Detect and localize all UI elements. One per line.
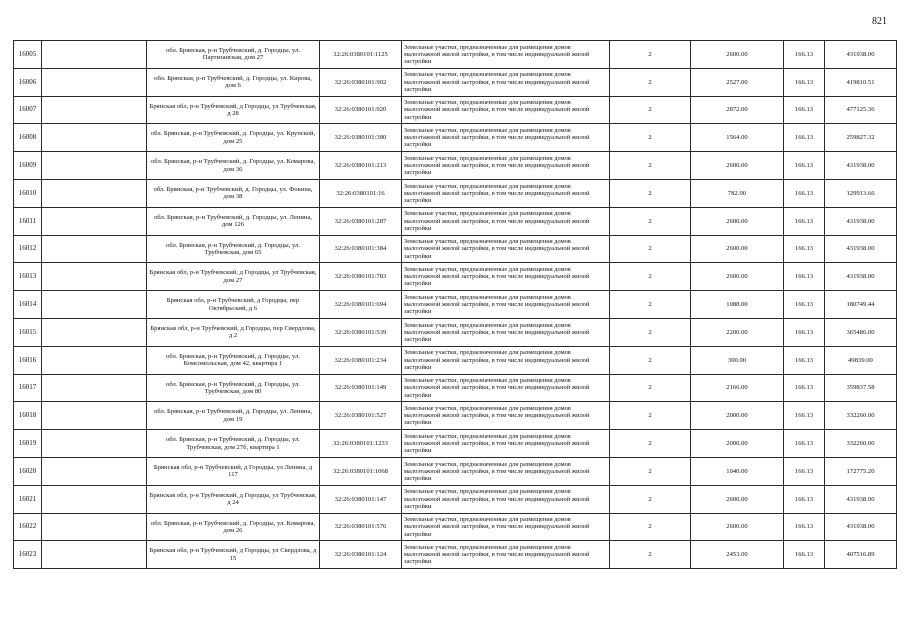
- cell-cadastral-value: 172775.20: [825, 457, 897, 485]
- cell-specific-value: 166.13: [784, 374, 825, 402]
- cell-area: 2600.00: [691, 152, 784, 180]
- cell-row-number: 16020: [14, 457, 42, 485]
- cell-area: 2166.00: [691, 374, 784, 402]
- cell-area: 2453.00: [691, 541, 784, 569]
- cell-spacer: [42, 318, 147, 346]
- table-row: [14, 430, 897, 458]
- cell-address: обл. Брянская, р-н Трубчевский, д. Городцы, ул. Кирова, дом 6: [147, 68, 320, 96]
- cell-cadastral-number: 32:26:0380101:527: [320, 402, 402, 430]
- cell-specific-value: 166.13: [784, 430, 825, 458]
- cell-land-purpose: Земельные участки, предназначенные для размещения домов малоэтажной жилой застройки, в том числе индивидуальной жилой застройки: [402, 263, 610, 291]
- cell-group: 2: [610, 513, 691, 541]
- cell-land-purpose: Земельные участки, предназначенные для размещения домов малоэтажной жилой застройки, в том числе индивидуальной жилой застройки: [402, 235, 610, 263]
- cell-specific-value: 166.13: [784, 68, 825, 96]
- cell-row-number: 16022: [14, 513, 42, 541]
- cell-row-number: 16009: [14, 152, 42, 180]
- cell-area: 1088.00: [691, 291, 784, 319]
- cell-address: Брянская обл, р-н Трубчевский, д Городцы, ул Свердлова, д 15: [147, 541, 320, 569]
- cell-land-purpose: Земельные участки, предназначенные для размещения домов малоэтажной жилой застройки, в том числе индивидуальной жилой застройки: [402, 318, 610, 346]
- cell-cadastral-value: 419810.51: [825, 68, 897, 96]
- cell-specific-value: 166.13: [784, 541, 825, 569]
- cell-land-purpose: Земельные участки, предназначенные для размещения домов малоэтажной жилой застройки, в том числе индивидуальной жилой застройки: [402, 374, 610, 402]
- cell-cadastral-number: 32:26:0380101:124: [320, 541, 402, 569]
- cell-spacer: [42, 513, 147, 541]
- cell-cadastral-value: 332260.00: [825, 402, 897, 430]
- cell-row-number: 16023: [14, 541, 42, 569]
- table-row: [14, 346, 897, 374]
- cell-cadastral-value: 431938.00: [825, 263, 897, 291]
- cell-address: обл. Брянская, р-н Трубчевский, д. Городцы, ул. Трубчевская, дом 80: [147, 374, 320, 402]
- table-row: [14, 263, 897, 291]
- cell-group: 2: [610, 541, 691, 569]
- cell-specific-value: 166.13: [784, 124, 825, 152]
- cell-address: обл. Брянская, р-н Трубчевский, д. Городцы, ул. Трубчевская, дом 27б, квартира 1: [147, 430, 320, 458]
- cell-group: 2: [610, 207, 691, 235]
- cell-row-number: 16008: [14, 124, 42, 152]
- table-row: [14, 207, 897, 235]
- cell-specific-value: 166.13: [784, 291, 825, 319]
- cell-cadastral-number: 32:26:0380101:213: [320, 152, 402, 180]
- cell-area: 1040.00: [691, 457, 784, 485]
- cell-specific-value: 166.13: [784, 152, 825, 180]
- cell-spacer: [42, 179, 147, 207]
- cell-address: обл. Брянская, р-н Трубчевский, д. Городцы, ул. Комарова, дом 26: [147, 513, 320, 541]
- cell-group: 2: [610, 96, 691, 124]
- cell-specific-value: 166.13: [784, 179, 825, 207]
- cell-address: обл. Брянская, р-н Трубчевский, д. Городцы, ул. Комарова, дом 36: [147, 152, 320, 180]
- cell-specific-value: 166.13: [784, 513, 825, 541]
- cell-area: 2600.00: [691, 41, 784, 69]
- cell-spacer: [42, 152, 147, 180]
- cell-cadastral-number: 32:26:0380101:147: [320, 485, 402, 513]
- cell-address: Брянская обл, р-н Трубчевский, д Городцы, ул Ленина, д 117: [147, 457, 320, 485]
- cell-row-number: 16006: [14, 68, 42, 96]
- cell-cadastral-number: 32:26:0380101:1233: [320, 430, 402, 458]
- cell-cadastral-value: 407516.89: [825, 541, 897, 569]
- cell-specific-value: 166.13: [784, 402, 825, 430]
- cell-spacer: [42, 96, 147, 124]
- cell-land-purpose: Земельные участки, предназначенные для размещения домов малоэтажной жилой застройки, в том числе индивидуальной жилой застройки: [402, 152, 610, 180]
- cell-area: 2600.00: [691, 235, 784, 263]
- cell-row-number: 16019: [14, 430, 42, 458]
- cell-specific-value: 166.13: [784, 263, 825, 291]
- cell-cadastral-number: 32:26:0380101:539: [320, 318, 402, 346]
- cell-group: 2: [610, 68, 691, 96]
- page-number: 821: [872, 16, 887, 27]
- cell-cadastral-value: 431938.00: [825, 235, 897, 263]
- table-row: [14, 513, 897, 541]
- cell-land-purpose: Земельные участки, предназначенные для размещения домов малоэтажной жилой застройки, в том числе индивидуальной жилой застройки: [402, 513, 610, 541]
- cell-address: обл. Брянская, р-н Трубчевский, д. Городцы, ул. Партизанская, дом 27: [147, 41, 320, 69]
- cell-spacer: [42, 541, 147, 569]
- cell-group: 2: [610, 485, 691, 513]
- cell-row-number: 16015: [14, 318, 42, 346]
- cell-cadastral-number: 32:26:0380101:234: [320, 346, 402, 374]
- cell-spacer: [42, 457, 147, 485]
- cell-cadastral-value: 365486.00: [825, 318, 897, 346]
- table-row: [14, 541, 897, 569]
- cell-area: 300.00: [691, 346, 784, 374]
- table-row: [14, 402, 897, 430]
- cell-row-number: 16007: [14, 96, 42, 124]
- cell-spacer: [42, 235, 147, 263]
- cell-cadastral-value: 477125.36: [825, 96, 897, 124]
- cell-address: Брянская обл, р-н Трубчевский, д Городцы, ул Трубчевская, д 28: [147, 96, 320, 124]
- cell-land-purpose: Земельные участки, предназначенные для размещения домов малоэтажной жилой застройки, в том числе индивидуальной жилой застройки: [402, 68, 610, 96]
- cell-area: 2600.00: [691, 207, 784, 235]
- cell-area: 2600.00: [691, 513, 784, 541]
- table-row: [14, 485, 897, 513]
- cell-row-number: 16021: [14, 485, 42, 513]
- table-row: [14, 374, 897, 402]
- cell-land-purpose: Земельные участки, предназначенные для размещения домов малоэтажной жилой застройки, в том числе индивидуальной жилой застройки: [402, 346, 610, 374]
- table-row: [14, 457, 897, 485]
- cell-spacer: [42, 207, 147, 235]
- cell-group: 2: [610, 179, 691, 207]
- cell-spacer: [42, 402, 147, 430]
- cell-cadastral-value: 129913.66: [825, 179, 897, 207]
- cell-cadastral-number: 32:26:0380101:576: [320, 513, 402, 541]
- cell-area: 2000.00: [691, 402, 784, 430]
- cadastral-value-table: [13, 40, 897, 569]
- cell-area: 2200.00: [691, 318, 784, 346]
- table-row: [14, 152, 897, 180]
- table-row: [14, 235, 897, 263]
- table-row: [14, 124, 897, 152]
- cell-cadastral-value: 49839.00: [825, 346, 897, 374]
- cell-cadastral-number: 32:26:0380101:783: [320, 263, 402, 291]
- cell-group: 2: [610, 346, 691, 374]
- cell-cadastral-value: 180749.44: [825, 291, 897, 319]
- cell-cadastral-number: 32:26:0380101:384: [320, 235, 402, 263]
- cell-specific-value: 166.13: [784, 235, 825, 263]
- cell-group: 2: [610, 318, 691, 346]
- cell-area: 782.00: [691, 179, 784, 207]
- cell-group: 2: [610, 402, 691, 430]
- cell-area: 1564.00: [691, 124, 784, 152]
- cell-area: 2600.00: [691, 485, 784, 513]
- cell-land-purpose: Земельные участки, предназначенные для размещения домов малоэтажной жилой застройки, в том числе индивидуальной жилой застройки: [402, 402, 610, 430]
- cell-group: 2: [610, 263, 691, 291]
- cell-area: 2000.00: [691, 430, 784, 458]
- table-row: [14, 179, 897, 207]
- cell-group: 2: [610, 457, 691, 485]
- cell-area: 2527.00: [691, 68, 784, 96]
- cell-area: 2600.00: [691, 263, 784, 291]
- cell-row-number: 16014: [14, 291, 42, 319]
- cell-land-purpose: Земельные участки, предназначенные для размещения домов малоэтажной жилой застройки, в том числе индивидуальной жилой застройки: [402, 41, 610, 69]
- cell-row-number: 16011: [14, 207, 42, 235]
- cell-land-purpose: Земельные участки, предназначенные для размещения домов малоэтажной жилой застройки, в том числе индивидуальной жилой застройки: [402, 541, 610, 569]
- cell-specific-value: 166.13: [784, 485, 825, 513]
- cell-spacer: [42, 430, 147, 458]
- cell-cadastral-value: 431938.00: [825, 41, 897, 69]
- cell-specific-value: 166.13: [784, 96, 825, 124]
- cell-address: Брянская обл, р-н Трубчевский, д Городцы, ул Трубчевская, дом 27: [147, 263, 320, 291]
- cell-specific-value: 166.13: [784, 457, 825, 485]
- cell-land-purpose: Земельные участки, предназначенные для размещения домов малоэтажной жилой застройки, в том числе индивидуальной жилой застройки: [402, 124, 610, 152]
- cell-address: обл. Брянская, р-н Трубчевский, д. Городцы, ул. Ленина, дом 126: [147, 207, 320, 235]
- cell-row-number: 16010: [14, 179, 42, 207]
- table-row: [14, 68, 897, 96]
- cell-address: обл. Брянская, р-н Трубчевский, д. Городцы, ул. Комсомольская, дом 42, квартира 1: [147, 346, 320, 374]
- cell-cadastral-value: 431938.00: [825, 207, 897, 235]
- cell-cadastral-number: 32:26:0380101:1125: [320, 41, 402, 69]
- cell-specific-value: 166.13: [784, 346, 825, 374]
- cell-group: 2: [610, 124, 691, 152]
- cell-cadastral-number: 32:26:0380101:694: [320, 291, 402, 319]
- cell-spacer: [42, 346, 147, 374]
- cell-group: 2: [610, 291, 691, 319]
- cell-land-purpose: Земельные участки, предназначенные для размещения домов малоэтажной жилой застройки, в том числе индивидуальной жилой застройки: [402, 457, 610, 485]
- cell-address: Брянская обл, р-н Трубчевский, д Городцы, пер Свердлова, д 2: [147, 318, 320, 346]
- cell-cadastral-value: 332260.00: [825, 430, 897, 458]
- cell-row-number: 16005: [14, 41, 42, 69]
- cell-spacer: [42, 374, 147, 402]
- cell-land-purpose: Земельные участки, предназначенные для размещения домов малоэтажной жилой застройки, в том числе индивидуальной жилой застройки: [402, 96, 610, 124]
- cell-cadastral-number: 32:26:0380101:920: [320, 96, 402, 124]
- cell-cadastral-number: 32:26:0380101:149: [320, 374, 402, 402]
- cell-land-purpose: Земельные участки, предназначенные для размещения домов малоэтажной жилой застройки, в том числе индивидуальной жилой застройки: [402, 485, 610, 513]
- cell-land-purpose: Земельные участки, предназначенные для размещения домов малоэтажной жилой застройки, в том числе индивидуальной жилой застройки: [402, 291, 610, 319]
- cell-row-number: 16012: [14, 235, 42, 263]
- cell-group: 2: [610, 430, 691, 458]
- table-body: [14, 41, 897, 569]
- cell-address: обл. Брянская, р-н Трубчевский, д. Городцы, ул. Ленина, дом 19: [147, 402, 320, 430]
- cell-land-purpose: Земельные участки, предназначенные для размещения домов малоэтажной жилой застройки, в том числе индивидуальной жилой застройки: [402, 179, 610, 207]
- cell-address: Брянская обл, р-н Трубчевский, д Городцы, пер Октябрьский, д 6: [147, 291, 320, 319]
- cell-cadastral-number: 32:26:0380101:1068: [320, 457, 402, 485]
- cell-area: 2872.00: [691, 96, 784, 124]
- cell-cadastral-value: 431938.00: [825, 485, 897, 513]
- cell-cadastral-value: 431938.00: [825, 513, 897, 541]
- cell-cadastral-number: 32:26:0380101:16: [320, 179, 402, 207]
- cell-land-purpose: Земельные участки, предназначенные для размещения домов малоэтажной жилой застройки, в том числе индивидуальной жилой застройки: [402, 207, 610, 235]
- cell-row-number: 16018: [14, 402, 42, 430]
- cell-address: обл. Брянская, р-н Трубчевский, д. Городцы, ул. Трубчевская, дом 65: [147, 235, 320, 263]
- cell-row-number: 16017: [14, 374, 42, 402]
- cell-spacer: [42, 41, 147, 69]
- cell-cadastral-value: 359837.58: [825, 374, 897, 402]
- cell-land-purpose: Земельные участки, предназначенные для размещения домов малоэтажной жилой застройки, в том числе индивидуальной жилой застройки: [402, 430, 610, 458]
- cell-group: 2: [610, 235, 691, 263]
- cell-group: 2: [610, 41, 691, 69]
- cell-address: Брянская обл, р-н Трубчевский, д Городцы, ул Трубчевская, д 24: [147, 485, 320, 513]
- cell-cadastral-value: 259827.32: [825, 124, 897, 152]
- table-row: [14, 291, 897, 319]
- table-row: [14, 96, 897, 124]
- cell-specific-value: 166.13: [784, 207, 825, 235]
- cell-address: обл. Брянская, р-н Трубчевский, д. Городцы, ул. Фокина, дом 38: [147, 179, 320, 207]
- cell-spacer: [42, 68, 147, 96]
- cell-specific-value: 166.13: [784, 41, 825, 69]
- cell-cadastral-value: 431938.00: [825, 152, 897, 180]
- cell-row-number: 16016: [14, 346, 42, 374]
- cell-spacer: [42, 263, 147, 291]
- cell-group: 2: [610, 374, 691, 402]
- cell-cadastral-number: 32:26:0380101:380: [320, 124, 402, 152]
- cell-spacer: [42, 291, 147, 319]
- cell-specific-value: 166.13: [784, 318, 825, 346]
- cell-cadastral-number: 32:26:0380101:902: [320, 68, 402, 96]
- table-row: [14, 41, 897, 69]
- cell-spacer: [42, 485, 147, 513]
- cell-cadastral-number: 32:26:0380101:287: [320, 207, 402, 235]
- table-row: [14, 318, 897, 346]
- cell-address: обл. Брянская, р-н Трубчевский, д. Городцы, ул. Крупской, дом 25: [147, 124, 320, 152]
- cell-group: 2: [610, 152, 691, 180]
- cell-row-number: 16013: [14, 263, 42, 291]
- cell-spacer: [42, 124, 147, 152]
